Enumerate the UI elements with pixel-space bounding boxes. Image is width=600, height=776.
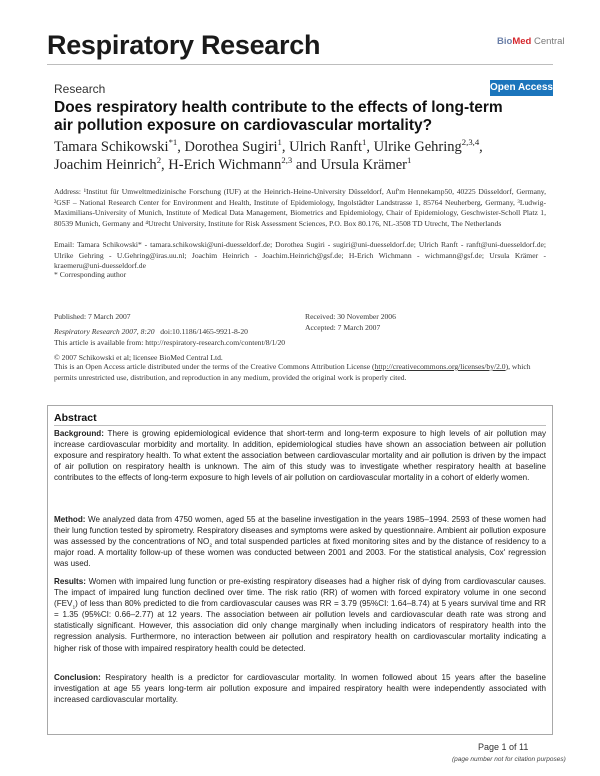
author: Tamara Schikowski$^{*1}$,: [54, 137, 185, 155]
logo-bio: Bio: [497, 36, 513, 47]
copyright: © 2007 Schikowski et al; licensee BioMed Central Ltd.: [54, 353, 223, 362]
abstract-method: Method: We analyzed data from 4750 women, aged 55 at the baseline investigation in the years 1985–1994. 2593 of these women had their lung function tested by spirometry. Respiratory diseases and symptoms were asked by questionnaire. Ambient air pollution exposure was assessed by the concentrations of $NO_2$ and total suspended particles at fixed monitoring sites and by the distance of residency to a major road. A mortality follow-up of these women was conducted between 2001 and 2003. For the statistical analysis, Cox' regression was used.: [54, 515, 546, 569]
license-text: This is an Open Access article distributed under the terms of the Creative Commons Attribution License (http://creativecommons.org/licenses/by/2.0), which permits unrestricted use, distribution, and reproduction in any medium, provided the original work is properly cited.: [54, 362, 531, 382]
abstract-heading: Abstract: [54, 412, 97, 424]
corresponding-author-note: * Corresponding author: [54, 270, 127, 279]
page-number: Page 1 of 11: [478, 742, 529, 752]
author: Dorothea Sugiri$^1$,: [184, 137, 290, 155]
license-link[interactable]: http://creativecommons.org/licenses/by/2.0: [374, 362, 506, 371]
logo-central: Central: [533, 36, 565, 47]
abstract-divider: [54, 425, 546, 426]
affiliations: Address: ¹Institut für Umweltmedizinische Forschung (IUF) at the Heinrich-Heine-University Düsseldorf, Auf'm Hennekamp50, 40225 Düsseldorf, Germany, ²GSF – National Research Center for Environment and Health, Institute of Epidemiology, Ingolstädter Landstrasse 1, 85764 Neuherberg, Germany, ³Ludwig-Maximilians-University of Munich, Institute of Medical Data Management, Biometrics and Epidemiology, Chair of Epidemiology, Geschwister-Scholl Platz 1, 80539 Munich, Germany and ⁴Utrecht University, Institute for Risk Assessment Sciences, P.O. Box 80.176, NL-3508 TD Utrecht, The Netherlands: [54, 187, 546, 228]
section-label: Research: [54, 82, 106, 96]
author-list: [54, 138, 534, 174]
author: Ulrich Ranft$^1$,: [289, 137, 374, 155]
received-date: Received: 30 November 2006: [305, 312, 396, 321]
abstract-conclusion: Conclusion: Respiratory health is a predictor for cardiovascular mortality. In women followed about 15 years after the baseline investigation at age 55 years long-term air pollution exposure and impaired respiratory health were independently associated with increased cardiovascular mortality.: [54, 673, 546, 705]
citation: Respiratory Research 2007, 8:20: [54, 326, 155, 336]
journal-title: Respiratory Research: [47, 30, 321, 60]
biomed-central-logo: [497, 36, 565, 47]
abstract-results: Results: Women with impaired lung function or pre-existing respiratory diseases had a higher risk of dying from cardiovascular causes. The impact of impaired lung function declined over time. The risk ratio (RR) of women with forced expiratory volume in one second $(FEV_1)$ of less than 80% predicted to die from cardiovascular causes was RR = 3.79 (95%CI: 1.64–8.74) at 5 years survival time and RR = 1.35 (95%CI: 0.66–2.77) at 12 years. The association between air pollution levels and cardiovascular death rate was strong and statistically significant. However, this association did only change marginally when including indicators of respiratory health into the regression analysis. Furthermore, no interaction between air pollution and respiratory health on cardiovascular mortality indicating a higher risk of those with impaired respiratory health could be detected.: [54, 577, 546, 653]
doi: doi:10.1186/1465-9921-8-20: [160, 326, 248, 336]
page-footnote: (page number not for citation purposes): [452, 756, 566, 763]
open-access-badge: Open Access: [490, 80, 553, 96]
author: Ursula Krämer$^1$: [320, 155, 412, 173]
accepted-date: Accepted: 7 March 2007: [305, 322, 381, 332]
article-title: Does respiratory health contribute to the effects of long-term air pollution exposure on cardiovascular mortality?: [54, 99, 503, 134]
author-emails: Email: Tamara Schikowski* - tamara.schikowski@uni-duesseldorf.de; Dorothea Sugiri - sugiri@uni-duesseldorf.de; Ulrich Ranft - ranft@uni-duesseldorf.de; Ulrike Gehring - U.Gehring@iras.uu.nl; Joachim Heinrich - Joachim.Heinrich@gsf.de; H-Erich Wichmann - wichmann@gsf.de; Ursula Krämer - kraemeru@uni-duesseldorf.de: [54, 240, 546, 270]
availability-link[interactable]: This article is available from: http://respiratory-research.com/content/8/1/20: [54, 338, 286, 347]
header-divider: [47, 64, 553, 65]
logo-med: Med: [512, 36, 532, 47]
published-date: Published: 7 March 2007: [54, 312, 131, 321]
author: H-Erich Wichmann$^{2,3}$ and: [168, 155, 321, 173]
author: Joachim Heinrich$^2$,: [54, 155, 169, 173]
abstract-background: Background: There is growing epidemiological evidence that short-term and long-term exposure to high levels of air pollution may increase cardiovascular morbidity and mortality. In addition, epidemiological studies have shown an association between air pollution exposure and respiratory health. To what extent the association between cardiovascular mortality and air pollution is driven by the impact of air pollution on respiratory health is unknown. The aim of this study was to investigate whether respiratory health at baseline contributes to the effects of long-term exposure to high levels of air pollution on cardiovascular mortality in a cohort of elderly women.: [54, 429, 546, 483]
author: Ulrike Gehring$^{2,3,4}$,: [373, 137, 483, 155]
review-dates: [305, 312, 545, 333]
publication-info: [54, 312, 314, 337]
